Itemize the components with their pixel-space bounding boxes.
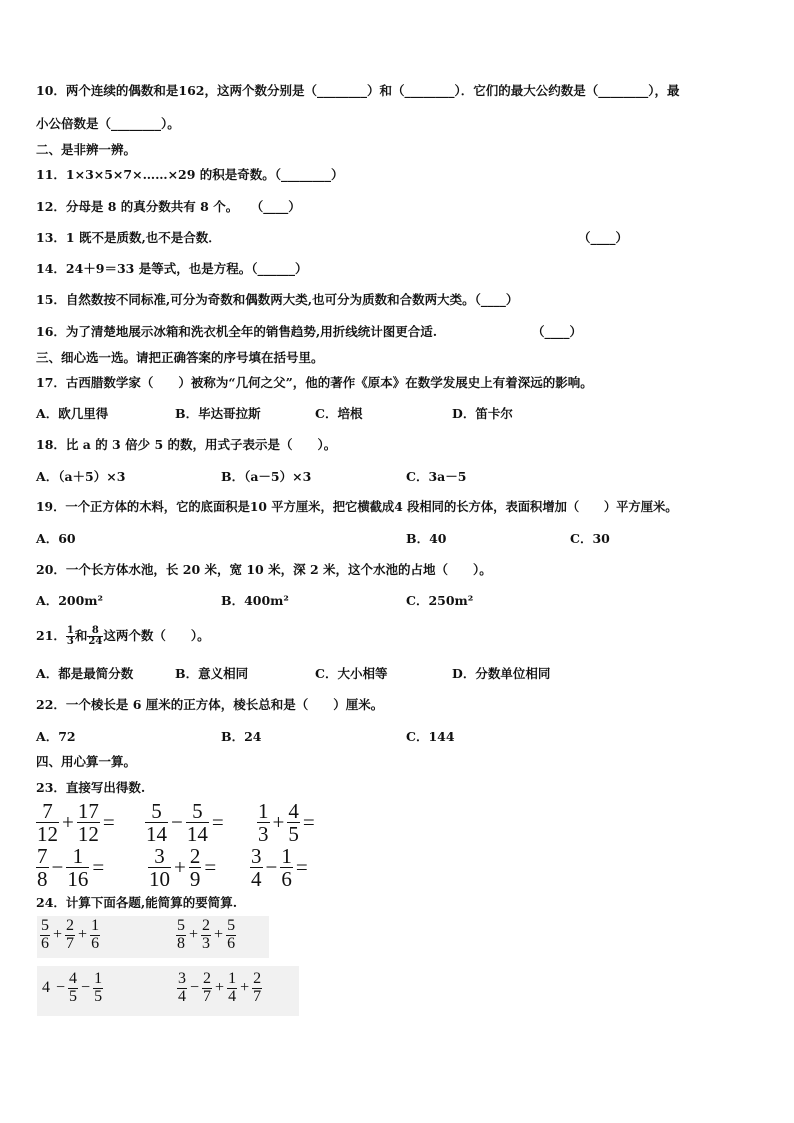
question-17: 17．古西腊数学家（ ）被称为“几何之父”，他的著作《原本》在数学发展史上有着深远的影响。: [36, 375, 593, 390]
question-19: 19．一个正方体的木料，它的底面积是10 平方厘米，把它横截成4 段相同的长方体，表面积增加（ ）平方厘米。: [36, 499, 678, 514]
option-a: A．72: [36, 729, 76, 744]
option-d: D．笛卡尔: [452, 406, 513, 421]
q23-expression-6: $\frac{3}{4}$ − $\frac{1}{6}$ =: [251, 844, 308, 892]
option-b: B．24: [221, 729, 262, 744]
option-a: A．（a＋5）×3: [36, 469, 126, 484]
section-3-heading: 三、细心选一选。请把正确答案的序号填在括号里。: [36, 350, 324, 365]
q24-expression-2: $\frac{5}{8}$ + $\frac{2}{3}$ + $\frac{5}{6}$: [177, 917, 236, 952]
question-16-blank: （____）: [532, 324, 583, 339]
q24-expression-4: $\frac{3}{4}$ − $\frac{2}{7}$ + $\frac{1}{4}$ + $\frac{2}{7}$: [178, 970, 262, 1005]
question-21-tail: 这两个数（ ）。: [103, 628, 210, 643]
question-20: 20．一个长方体水池，长 20 米，宽 10 米，深 2 米，这个水池的占地（ ）。: [36, 562, 492, 577]
option-b: B．400m²: [221, 593, 289, 608]
fraction-eight-24ths: $\frac{8}{24}$: [88, 624, 103, 647]
question-24-title: 24．计算下面各题,能简算的要简算.: [36, 895, 238, 910]
option-b: B．40: [406, 531, 447, 546]
option-c: C．3a－5: [406, 469, 467, 484]
question-23-title: 23．直接写出得数.: [36, 780, 146, 795]
q23-expression-3: $\frac{1}{3}$ + $\frac{4}{5}$ =: [258, 799, 315, 847]
section-2-heading: 二、是非辨一辨。: [36, 142, 137, 157]
q24-expression-3: 4 − $\frac{4}{5}$ − $\frac{1}{5}$: [42, 970, 103, 1005]
option-a: A．200m²: [36, 593, 103, 608]
question-16: 16．为了清楚地展示冰箱和洗衣机全年的销售趋势,用折线统计图更合适.: [36, 324, 438, 339]
question-12: 12．分母是 8 的真分数共有 8 个。 （____）: [36, 199, 301, 214]
q24-expression-1: $\frac{5}{6}$ + $\frac{2}{7}$ + $\frac{1}{6}$: [41, 917, 100, 952]
question-22: 22．一个棱长是 6 厘米的正方体，棱长总和是（ ）厘米。: [36, 697, 384, 712]
question-18: 18．比 a 的 3 倍少 5 的数，用式子表示是（ ）。: [36, 437, 337, 452]
q23-expression-2: $\frac{5}{14}$ − $\frac{5}{14}$ =: [146, 799, 224, 847]
option-a: A．都是最简分数: [36, 666, 134, 681]
q23-expression-4: $\frac{7}{8}$ − $\frac{1}{16}$ =: [37, 844, 105, 892]
option-c: C．250m²: [406, 593, 474, 608]
option-c: C．30: [570, 531, 610, 546]
option-b: B．毕达哥拉斯: [175, 406, 261, 421]
option-c: C．大小相等: [315, 666, 388, 681]
question-13: 13．1 既不是质数,也不是合数．: [36, 230, 221, 245]
option-c: C．培根: [315, 406, 363, 421]
question-21-and: 和: [74, 628, 88, 643]
option-b: B．（a－5）×3: [221, 469, 312, 484]
option-a: A．欧几里得: [36, 406, 109, 421]
question-11: 11．1×3×5×7×……×29 的积是奇数。（________）: [36, 167, 344, 182]
section-4-heading: 四、用心算一算。: [36, 754, 137, 769]
question-21: [36, 618, 210, 654]
question-21-number: 21．: [36, 628, 66, 643]
q23-expression-1: $\frac{7}{12}$ + $\frac{17}{12}$ =: [37, 799, 115, 847]
fraction-one-third: $\frac{1}{3}$: [66, 624, 74, 647]
option-c: C．144: [406, 729, 455, 744]
option-a: A．60: [36, 531, 76, 546]
question-13-blank: （____）: [578, 230, 629, 245]
option-d: D．分数单位相同: [452, 666, 551, 681]
option-b: B．意义相同: [175, 666, 249, 681]
question-10-line2: 小公倍数是（________）。: [36, 116, 180, 131]
question-10-line1: 10．两个连续的偶数和是162，这两个数分别是（________）和（________）．它们的最大公约数是（________），最: [36, 83, 680, 98]
q23-expression-5: $\frac{3}{10}$ + $\frac{2}{9}$ =: [149, 844, 217, 892]
question-15: 15．自然数按不同标准,可分为奇数和偶数两大类,也可分为质数和合数两大类。（____）: [36, 292, 519, 307]
question-14: 14．24＋9＝33 是等式，也是方程。（______）: [36, 261, 308, 276]
